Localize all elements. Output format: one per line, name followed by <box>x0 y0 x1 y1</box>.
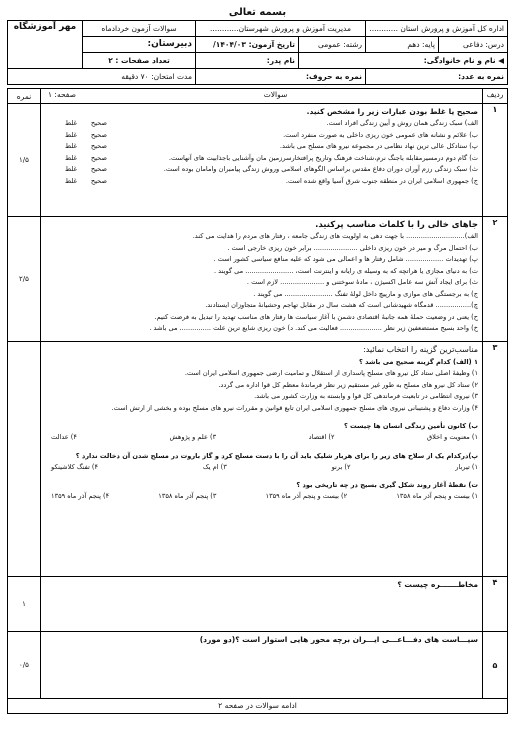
true-option: صحیح <box>90 119 107 127</box>
col-questions-label: سوالات <box>263 90 288 99</box>
true-option: صحیح <box>90 142 107 150</box>
fill-blank-item: خ) واحد بسیج مستضعفین زیر نظر .................... فعالیت می کند. د) خون ریزی شایع ترین علت ............... می باشد . <box>149 324 478 332</box>
question-4-text: مخاطـــــــره چیست ؟ <box>397 580 478 589</box>
mc-option: ۲) بیست و پنجم آذر ماه ۱۳۵۹ <box>265 492 348 500</box>
mc-option: ۲) اقتصاد <box>308 433 335 441</box>
question-1-title: صحیح یا غلط بودن عبارات زیر را مشخص کنید. <box>306 107 478 116</box>
mc-option: ۳) ام یک <box>202 462 227 471</box>
true-false-options <box>51 130 107 142</box>
question-2-title: جاهای خالی را با کلمات مناسب پرکنید. <box>315 220 478 230</box>
header-subject: درس: دفاعی <box>439 37 508 53</box>
question-score <box>8 342 41 577</box>
statement-text: ب) علائم و نشانه های عمومی خون ریزی داخلی به صورت منفرد است. <box>283 130 478 139</box>
false-option: غلط <box>65 153 77 162</box>
question-number: ۴ <box>483 577 508 632</box>
header-score-letters: نمره به حروف: <box>196 69 366 85</box>
statement-item <box>45 118 478 130</box>
statement-text: ج) جمهوری اسلامی ایران در منطقه جنوب شرق آسیا واقع شده است. <box>285 176 478 185</box>
header-father-label: نام پدر: <box>196 53 299 69</box>
false-option: غلط <box>65 176 77 185</box>
true-false-options <box>51 153 107 165</box>
col-questions-header <box>41 89 483 104</box>
col-page-label: صفحه: ۱ <box>48 90 76 99</box>
statement-text: الف) سبک زندگی همان روش و آیین زندگی افراد است. <box>326 119 478 127</box>
true-option: صحیح <box>90 130 107 139</box>
false-option: غلط <box>65 142 77 150</box>
question-number: ۱ <box>483 104 508 217</box>
question-row-2 <box>8 217 508 342</box>
fill-blank-item: پ) تهدیدات .................. شامل رفتار ها و اعمالی می شود که علیه منافع سیاسی کشور است . <box>213 255 478 263</box>
header-duration: مدت امتحان: ۷۰ دقیقه <box>8 69 196 85</box>
header-org: اداره کل آموزش و پرورش استان ............ <box>366 21 508 37</box>
question-5-text: سیـــاست های دفـــاعـــی ایـــران برچه محور هایی استوار است ؟(دو مورد) <box>199 635 478 644</box>
mc-option: ۴) پنجم آذر ماه ۱۳۵۹ <box>51 492 110 500</box>
header-field: رشته: عمومی <box>299 37 366 53</box>
bismillah: بسمه تعالی <box>228 7 287 18</box>
header-dept: مدیریت آموزش و پرورش شهرستان............ <box>196 21 366 37</box>
fill-blank-item: ث) برای ایجاد آتش سه عامل اکسیژن ، مادهٔ سوختنی و ..................... لازم است . <box>246 278 478 286</box>
mc-option: ۲) برنو <box>331 462 351 471</box>
question-number: ۵ <box>483 632 508 699</box>
mc-option: ۴) تفنگ کلاشینکو <box>51 462 99 471</box>
false-option: غلط <box>65 119 77 127</box>
exam-page <box>7 6 508 744</box>
question-1-cell <box>41 104 483 217</box>
continue-note: ادامه سوالات در صفحه ۲ <box>8 699 508 714</box>
header-name-label: ◀ نام و نام خانوادگی: <box>299 53 508 69</box>
mc-question <box>45 479 478 503</box>
mc-question-text: ۱ (الف) کدام گزینه صحیح می باشد ؟ <box>359 358 478 366</box>
question-number: ۲ <box>483 217 508 342</box>
true-false-options <box>51 118 107 130</box>
true-option: صحیح <box>90 176 107 185</box>
question-row-5 <box>8 632 508 699</box>
statement-item <box>45 130 478 142</box>
exam-header <box>7 20 508 85</box>
statement-text: ت) گام دوم درمسیرمقابله باجنگ نرم،شناخت فرهنگ وتاریخ پرافتخارسرزمین مان وآشنایی باجذابیت های آنهاست. <box>168 153 478 162</box>
fill-blank-item: چ)................. قدمگاه شهیدشانی است که هشت سال در مقابل تهاجم وحشیانهٔ متجاوزان ایستادند. <box>205 301 478 309</box>
fill-blank-item: الف)............................ با جهت دهی به اولویت های زندگی جامعه ، رفتار های مردم را هدایت می کند. <box>192 232 478 240</box>
statement-item <box>45 141 478 153</box>
mc-option: ۴) عدالت <box>51 433 77 441</box>
question-score: ۱/۵ <box>8 104 41 217</box>
fill-blank-item: ت) به دنیای مجازی یا هراتچه که به وسیله ی رایانه و اینترنت است، ....................... می گویند . <box>213 266 478 275</box>
header-grade: پایه: دهم <box>366 37 439 53</box>
col-score-header: نمره <box>8 89 41 104</box>
fill-blank-item: ج) به برجستگی های موازی و مارپیچ داخل لولهٔ تفنگ ....................... می گویند . <box>253 289 478 298</box>
mc-options <box>45 462 478 474</box>
question-row-3 <box>8 342 508 577</box>
footer-row <box>8 699 508 714</box>
header-score-number: نمره به عدد: <box>366 69 508 85</box>
mc-options <box>45 432 478 444</box>
true-false-options <box>51 176 107 188</box>
question-2-cell <box>41 217 483 342</box>
mc-option: ۱) معنویت و اخلاق <box>427 433 478 441</box>
statement-text: پ) ستادکل عالی ترین نهاد نظامی در مجموعه نیرو های مسلح می باشد. <box>279 142 478 150</box>
mc-option: ۱) وظیفهٔ اصلی ستاد کل نیرو های مسلح پاسداری از استقلال و تمامیت ارضی جمهوری اسلامی ایران است. <box>184 369 478 377</box>
question-3-cell <box>41 342 483 577</box>
statement-item <box>45 153 478 165</box>
fill-blank-item: ح) یعنی در وضعیت حملهٔ همه جانبهٔ اقتصادی دشمن با آغاز سیاست ها رفتار های مناسب تهدید را تبدیل به فرصت کنیم. <box>154 312 478 321</box>
questions-table <box>7 88 508 714</box>
mc-option: ۳) پنجم آذر ماه ۱۳۵۸ <box>158 492 217 500</box>
header-school: دبیرستان: <box>83 37 196 53</box>
false-option: غلط <box>65 165 77 173</box>
fill-blank-item: ب) احتمال مرگ و میر در خون ریزی داخلی ..................... برابر خون ریزی خارجی است . <box>227 243 478 252</box>
school-seal: مهر آموزشگاه <box>8 21 83 69</box>
question-row-1 <box>8 104 508 217</box>
mc-option: ۲) ستاد کل نیرو های مسلح به طور غیر مستقیم زیر نظر فرماندهٔ معظم کل قوا اداره می گردد. <box>218 380 478 389</box>
question-5-cell <box>41 632 483 699</box>
mc-option: ۳) نیروی انتظامی در تابعیت فرماندهی کل قوا و وابسته به وزارت کشور می باشد. <box>254 392 478 400</box>
question-4-cell <box>41 577 483 632</box>
true-false-options <box>51 141 107 153</box>
mc-option: ۱) بیست و پنجم آذر ماه ۱۳۵۸ <box>396 492 478 500</box>
mc-question-text: پ)درکدام یک از سلاح های زیر را برای هربار شلیک باید آن را با دست مسلح کرد و گاز باروت در مسلح شدن آن دخالت ندارد ؟ <box>75 451 478 460</box>
mc-question <box>45 356 478 414</box>
statement-text: ث) سبک زندگی رزم آوران دوران دفاع مقدس براساس الگوهای اسلامی وروش زندگی پیامبران وامامان بوده است. <box>163 165 478 173</box>
question-row-4 <box>8 577 508 632</box>
true-false-options <box>51 164 107 176</box>
false-option: غلط <box>65 130 77 139</box>
statement-item <box>45 164 478 176</box>
header-date: تاریخ آزمون: ۱۴۰۴/۰۳/ <box>196 37 299 53</box>
mc-option: ۳) علم و پژوهش <box>169 433 217 441</box>
mc-option: ۱) تیربار <box>455 462 478 471</box>
question-score: ۱ <box>8 577 41 632</box>
question-3-title: مناسب‌ترین گزینه را انتخاب نمائید: <box>363 345 478 354</box>
col-row-header: ردیف <box>483 89 508 104</box>
true-option: صحیح <box>90 165 107 173</box>
header-exam-title: سوالات آزمون خردادماه <box>83 21 196 37</box>
mc-question <box>45 450 478 474</box>
question-number: ۳ <box>483 342 508 577</box>
true-option: صحیح <box>90 153 107 162</box>
mc-options <box>45 491 478 503</box>
question-score: ۲/۵ <box>8 217 41 342</box>
mc-question-text: ب) کانون تأمین زندگی انسان ها چیست ؟ <box>343 422 478 430</box>
statement-item <box>45 176 478 188</box>
header-pages: تعداد صفحات : ۲ <box>83 53 196 69</box>
mc-option: ۴) وزارت دفاع و پشتیبانی نیروی های مسلح جمهوری اسلامی ایران تابع قوانین و مقررات نیرو های مسلح بوده و بخشی از ارتش است. <box>111 403 478 412</box>
question-score: ۰/۵ <box>8 632 41 699</box>
mc-question <box>45 420 478 444</box>
mc-question-text: ت) نقطهٔ آغاز روند شکل گیری بسیج در چه تاریخی بود ؟ <box>296 481 478 489</box>
